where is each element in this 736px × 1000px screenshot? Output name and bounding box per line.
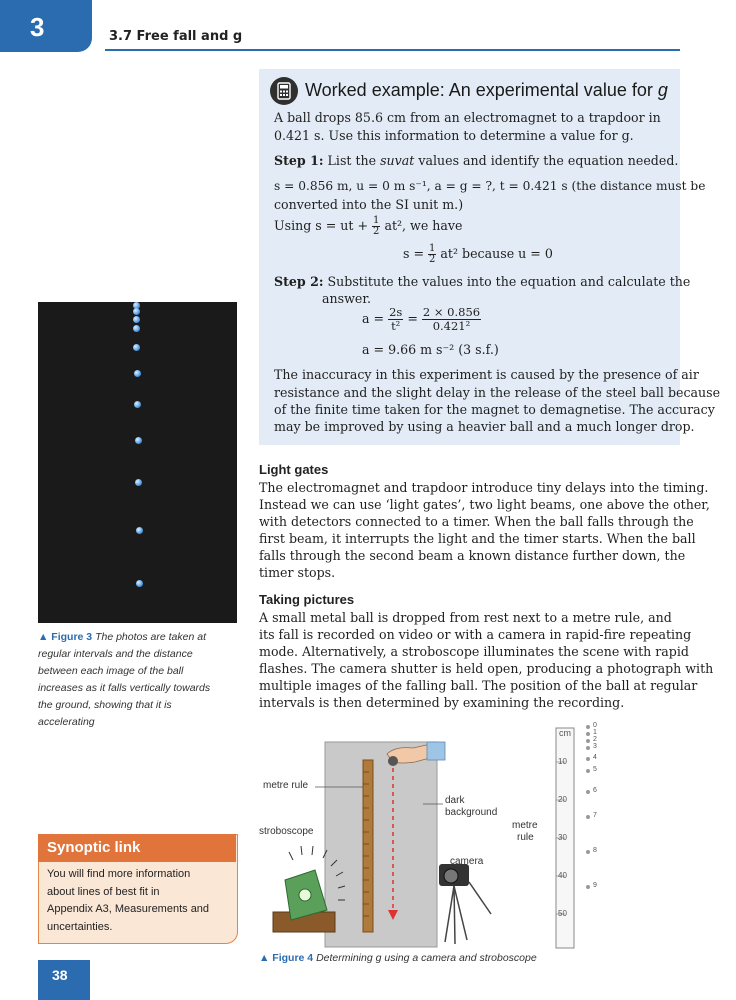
stroboscope-lamp bbox=[299, 889, 311, 901]
light-gates-heading: Light gates bbox=[259, 462, 329, 477]
inaccuracy-line-4: may be improved by using a heavier ball and a much longer drop. bbox=[274, 419, 695, 434]
ball-label: 7 bbox=[593, 812, 597, 819]
ball-image bbox=[134, 401, 141, 408]
taking-pictures-line: multiple images of the falling ball. The position of the ball at regular bbox=[259, 678, 698, 693]
figure3-caption-line: between each image of the ball bbox=[38, 665, 184, 677]
taking-pictures-line: mode. Alternatively, a stroboscope illuminates the scene with rapid bbox=[259, 644, 689, 659]
ball-image bbox=[136, 527, 143, 534]
taking-pictures-line: intervals is then determined by examining the recording. bbox=[259, 695, 625, 710]
step2: Step 2: Substitute the values into the equation and calculate the bbox=[274, 274, 691, 289]
values-line-1: s = 0.856 m, u = 0 m s⁻¹, a = g = ?, t = 0.421 s (the distance must be bbox=[274, 179, 706, 193]
metre-rule-diagram bbox=[363, 760, 373, 932]
worked-example-title: Worked example: An experimental value for g bbox=[305, 80, 668, 100]
intro-line-2: 0.421 s. Use this information to determine a value for g. bbox=[274, 128, 634, 143]
values-line-2: converted into the SI unit m.) bbox=[274, 197, 464, 212]
calculator-icon bbox=[270, 77, 298, 105]
ball-label: 8 bbox=[593, 847, 597, 854]
equation-a: a = $\frac{2s}{\text{t²}}$ = $\frac{2 \times 0.856}{\text{0.421²}}$ bbox=[362, 305, 481, 333]
inaccuracy-line-2: resistance and the slight delay in the release of the steel ball because bbox=[274, 385, 721, 400]
scale-unit: cm bbox=[559, 728, 571, 738]
taking-pictures-line: A small metal ball is dropped from rest next to a metre rule, and bbox=[259, 610, 672, 625]
figure3-caption-line: accelerating bbox=[38, 716, 95, 728]
taking-pictures-heading: Taking pictures bbox=[259, 592, 355, 607]
intro-line-1: A ball drops 85.6 cm from an electromagnet to a trapdoor in bbox=[274, 110, 661, 125]
ball-image bbox=[134, 370, 141, 377]
synoptic-text bbox=[47, 866, 232, 936]
section-title: 3.7 Free fall and g bbox=[109, 29, 243, 44]
camera-label: camera bbox=[450, 856, 484, 867]
sleeve bbox=[427, 742, 445, 760]
scale-tick: 10 bbox=[558, 757, 567, 766]
chapter-tab bbox=[0, 0, 92, 52]
ball-image bbox=[133, 344, 140, 351]
ball-image bbox=[136, 580, 143, 587]
metre-rule-label: metre rule bbox=[263, 780, 309, 791]
figure3-caption-line: increases as it falls vertically towards bbox=[38, 682, 211, 694]
scale-tick: 20 bbox=[558, 795, 567, 804]
synoptic-line: You will find more information bbox=[47, 868, 191, 880]
synoptic-line: Appendix A3, Measurements and bbox=[47, 903, 210, 915]
using-equation: Using s = ut + $\frac{1}{2}$ at², we have bbox=[274, 215, 463, 237]
step1: Step 1: List the suvat values and identify the equation needed. bbox=[274, 153, 679, 168]
light-gates-line: falls through the second beam a known distance further down, the bbox=[259, 548, 686, 563]
page-number: 38 bbox=[52, 967, 68, 983]
scale-tick: 50 bbox=[558, 909, 567, 918]
synoptic-title: Synoptic link bbox=[47, 839, 141, 856]
dark-background-label-2: background bbox=[445, 807, 498, 818]
inaccuracy-line-1: The inaccuracy in this experiment is caused by the presence of air bbox=[274, 367, 699, 382]
figure3-caption-line-1: ▲ Figure 3 The photos are taken at bbox=[38, 631, 206, 643]
step2-line-2: answer. bbox=[322, 291, 371, 306]
equation-result: a = 9.66 m s⁻² (3 s.f.) bbox=[362, 342, 499, 357]
equation-s: s = $\frac{1}{2}$ at² because u = 0 bbox=[403, 243, 553, 265]
ball-label: 2 bbox=[593, 736, 597, 743]
ball-label: 3 bbox=[593, 743, 597, 750]
ball-label: 5 bbox=[593, 766, 597, 773]
light-gates-line: Instead we can use ‘light gates’, two light beams, one above the other, bbox=[259, 497, 710, 512]
metre-rule-label-2b: rule bbox=[517, 832, 534, 843]
dark-background-board bbox=[325, 742, 437, 947]
header-rule bbox=[105, 49, 680, 51]
chapter-number: 3 bbox=[30, 12, 45, 42]
ball-label: 1 bbox=[593, 729, 597, 736]
figure3-caption-line: the ground, showing that it is bbox=[38, 699, 172, 711]
ball-image bbox=[133, 325, 140, 332]
metre-rule-label-2a: metre bbox=[512, 820, 538, 831]
ball-label: 6 bbox=[593, 787, 597, 794]
ball-image bbox=[133, 308, 140, 315]
strobe-photo bbox=[38, 302, 237, 623]
light-gates-line: first beam, it interrupts the light and the timer starts. When the ball bbox=[259, 531, 696, 546]
taking-pictures-line: flashes. The camera shutter is held open, producing a photograph with bbox=[259, 661, 714, 676]
dark-background-label-1: dark bbox=[445, 795, 465, 806]
ball-image bbox=[135, 437, 142, 444]
figure3-caption-line: regular intervals and the distance bbox=[38, 648, 193, 660]
taking-pictures-line: its fall is recorded on video or with a camera in rapid-fire repeating bbox=[259, 627, 692, 642]
light-gates-line: The electromagnet and trapdoor introduce tiny delays into the timing. bbox=[259, 480, 709, 495]
figure4-caption: ▲ Figure 4 Determining g using a camera and stroboscope bbox=[259, 952, 537, 964]
stroboscope-label: stroboscope bbox=[259, 826, 314, 837]
ball-label: 9 bbox=[593, 882, 597, 889]
light-gates-line: with detectors connected to a timer. When the ball falls through the bbox=[259, 514, 694, 529]
scale-tick: 30 bbox=[558, 833, 567, 842]
synoptic-line: about lines of best fit in bbox=[47, 885, 160, 898]
inaccuracy-line-3: of the finite time taken for the magnet to demagnetise. The accuracy bbox=[274, 402, 715, 417]
ball-label: 0 bbox=[593, 722, 597, 729]
scale-tick: 40 bbox=[558, 871, 567, 880]
ball-image bbox=[133, 316, 140, 323]
steel-ball bbox=[388, 756, 398, 766]
light-gates-line: timer stops. bbox=[259, 565, 336, 580]
ball-image bbox=[135, 479, 142, 486]
camera-lens bbox=[444, 869, 458, 883]
ball-label: 4 bbox=[593, 754, 597, 761]
synoptic-line: uncertainties. bbox=[47, 920, 113, 933]
